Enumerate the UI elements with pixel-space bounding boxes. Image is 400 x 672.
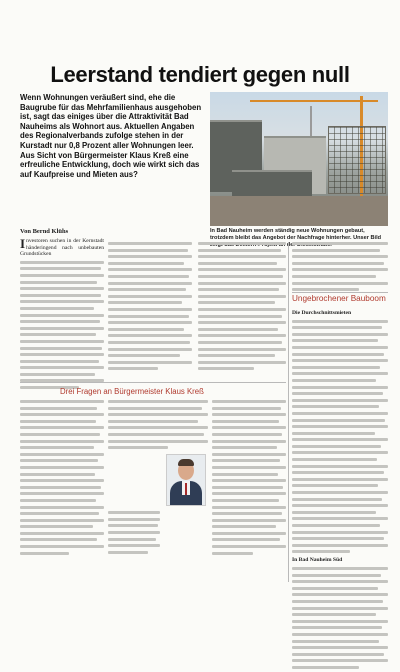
article-dropcap: I [20, 236, 26, 251]
article-lead: Wenn Wohnungen veräußert sind, ehe die Baugrube für das Mehrfamilienhaus ausgehoben ist, sagt das einiges über die Attraktivität Bad Nauheims als Wohnort aus. Aktuellen Angaben des Regionalverbands zufolge stehen in der Kurstadt nur 0,8 Prozent aller Wohnungen leer. Aus Sicht von Bürgermeister Klaus Kreß eine erfreuliche Entwicklung, doch wie wirkt sich das auf Kaufpreise und Mieten aus? [20, 93, 202, 179]
box-title: Ungebrochener Bauboom [292, 294, 386, 303]
article-column-4-top [292, 242, 388, 295]
article-column-4 [292, 310, 388, 672]
mayor-portrait [166, 454, 206, 506]
article-column-3 [198, 242, 286, 374]
article-headline: Leerstand tendiert gegen null [50, 62, 350, 87]
interview-column-3 [212, 400, 286, 558]
interview-top-rule [20, 382, 286, 383]
article-column-1 [20, 238, 104, 393]
article-column-2 [108, 242, 192, 374]
construction-site-photo [210, 92, 388, 226]
article-column-4b-lead: In Bad Nauheim Süd [292, 557, 343, 564]
article-column-4-lead: Die Durchschnittsmieten [292, 310, 352, 316]
interview-column-1 [20, 400, 104, 558]
photo-caption: In Bad Nauheim werden ständig neue Wohnungen gebaut, trotzdem bleibt das Angebot der Nachfrage hinterher. Unser Bild der [210, 228, 382, 248]
column-divider [288, 242, 289, 582]
interview-title: Drei Fragen an Bürgermeister Klaus Kreß [60, 387, 204, 396]
article-byline: Von Bernd Klühs [20, 228, 69, 235]
article-column-1-lead: nvestoren suchen in der Kernstadt händeringend nach unbebauten Grundstücken [20, 238, 104, 258]
box-divider [292, 292, 388, 293]
